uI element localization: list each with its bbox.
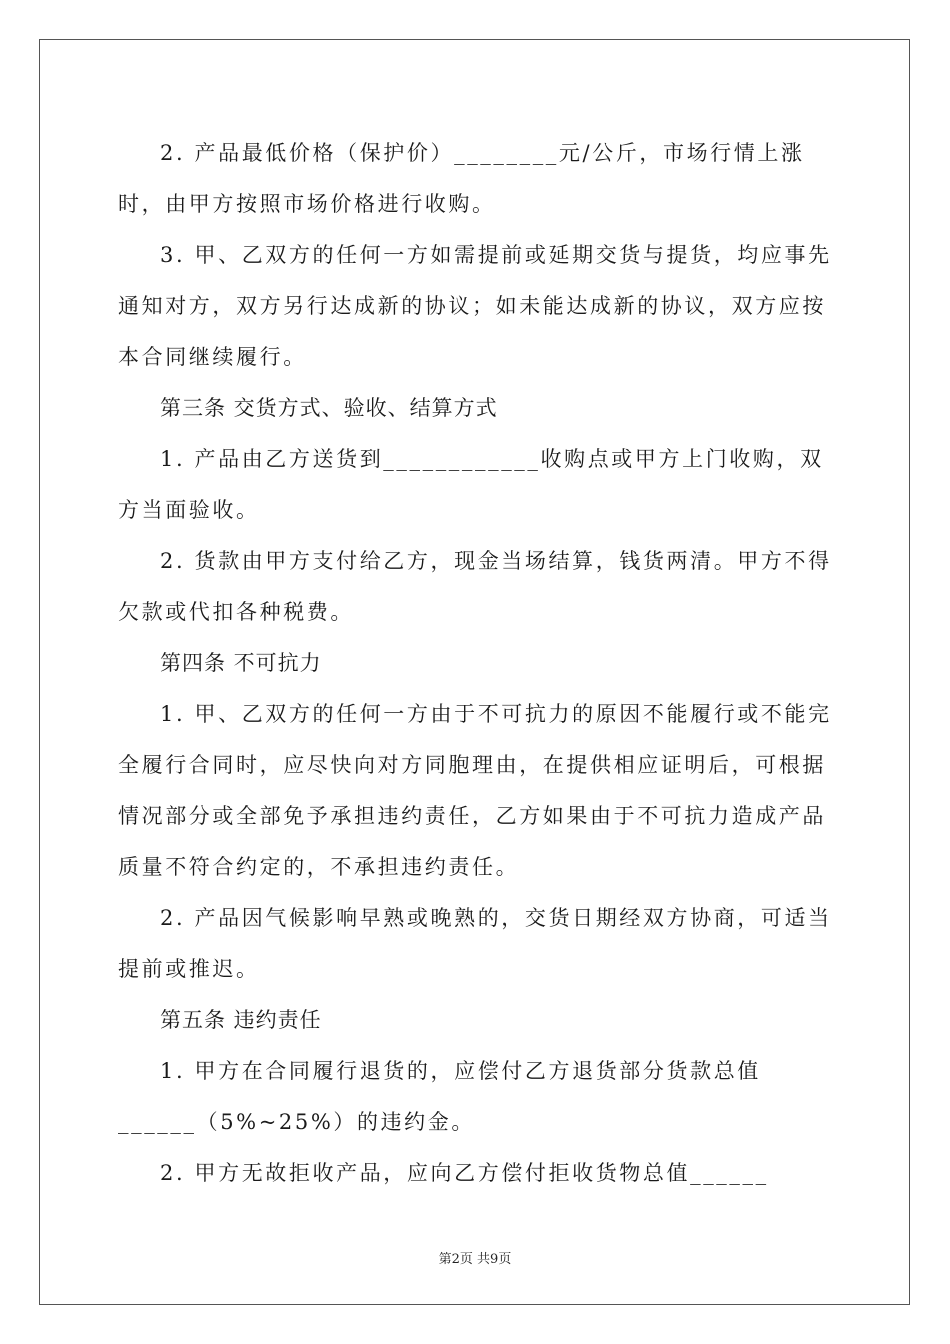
paragraph-refusal-penalty: 2. 甲方无故拒收产品，应向乙方偿付拒收货物总值______ [160, 1161, 769, 1185]
paragraph-return-penalty: 1. 甲方在合同履行退货的，应偿付乙方退货部分货款总值______（5%~25%）的违约金。 [118, 1059, 761, 1134]
paragraph-price: 2. 产品最低价格（保护价）________元/公斤，市场行情上涨时，由甲方按照市场价格进行收购。 [118, 141, 805, 216]
paragraph-force-majeure: 1. 甲、乙双方的任何一方由于不可抗力的原因不能履行或不能完全履行合同时，应尽快向对方同胞理由，在提供相应证明后，可根据情况部分或全部免予承担违约责任，乙方如果由于不可抗力造成产品质量不符合约定的，不承担违约责任。 [118, 702, 832, 879]
heading-article-5: 第五条 违约责任 [160, 1008, 322, 1032]
heading-article-4: 第四条 不可抗力 [160, 651, 322, 675]
heading-article-3: 第三条 交货方式、验收、结算方式 [160, 396, 498, 420]
paragraph-weather: 2. 产品因气候影响早熟或晚熟的，交货日期经双方协商，可适当提前或推迟。 [118, 906, 832, 981]
paragraph-payment: 2. 货款由甲方支付给乙方，现金当场结算，钱货两清。甲方不得欠款或代扣各种税费。 [118, 549, 832, 624]
page-number-footer: 第2页 共9页 [438, 1252, 512, 1267]
paragraph-delivery-location: 1. 产品由乙方送货到____________收购点或甲方上门收购，双方当面验收。 [118, 447, 824, 522]
paragraph-delivery-change: 3. 甲、乙双方的任何一方如需提前或延期交货与提货，均应事先通知对方，双方另行达成新的协议；如未能达成新的协议，双方应按本合同继续履行。 [118, 243, 832, 369]
document-body [118, 128, 838, 1199]
